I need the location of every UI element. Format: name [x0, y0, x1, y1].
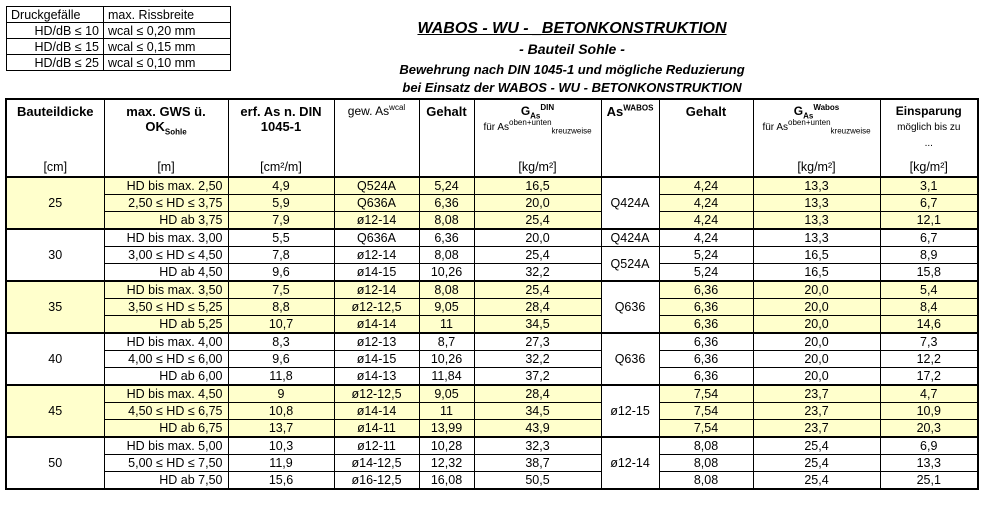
cell-gws-range: HD bis max. 3,00: [104, 229, 228, 247]
cell-gehalt: 10,26: [419, 264, 474, 282]
unit-cm: [cm]: [6, 158, 104, 177]
page-title: WABOS - WU - _BETONKONSTRUKTION: [417, 20, 727, 37]
cell-as-din: 9: [228, 385, 334, 403]
cell-gas-din: 20,0: [474, 229, 601, 247]
unit-kgm2: [kg/m²]: [880, 158, 978, 177]
cell-gas-wabos: 20,0: [753, 316, 880, 334]
cell-gehalt: 9,05: [419, 385, 474, 403]
cell-gas-wabos: 23,7: [753, 403, 880, 420]
table-row: [6, 368, 978, 386]
cell-gehalt: 5,24: [419, 177, 474, 195]
table-row: [6, 437, 978, 455]
cell-as-din: 10,8: [228, 403, 334, 420]
cell-gehalt: 11,84: [419, 368, 474, 386]
table-row: [6, 212, 978, 230]
description-line-1: Bewehrung nach DIN 1045-1 und mögliche Reduzierung: [399, 62, 745, 77]
cell-gas-din: 43,9: [474, 420, 601, 438]
cell-as-din: 9,6: [228, 264, 334, 282]
cell-gehalt: 8,08: [419, 247, 474, 264]
cell-gas-din: 32,2: [474, 351, 601, 368]
cell-einsparung: 5,4: [880, 281, 978, 299]
cell-gehalt: 10,26: [419, 351, 474, 368]
cell-gas-wabos: 13,3: [753, 212, 880, 230]
cell-gws-range: HD ab 6,75: [104, 420, 228, 438]
cell-gew-as: Q636A: [334, 195, 419, 212]
cell-einsparung: 13,3: [880, 455, 978, 472]
description-line-2: bei Einsatz der WABOS - WU - BETONKONSTRUKTION: [402, 80, 742, 95]
cell-gew-as: ø14-14: [334, 316, 419, 334]
cell-gehalt-wabos: 5,24: [659, 247, 753, 264]
unit-empty: [659, 158, 753, 177]
header-ein-l1: Einsparung: [895, 104, 962, 118]
cell-gws-range: 4,50 ≤ HD ≤ 6,75: [104, 403, 228, 420]
cell-thickness: 30: [6, 229, 104, 281]
legend-row: [7, 23, 231, 39]
cell-as-wabos: Q424A: [601, 177, 659, 229]
cell-as-din: 10,3: [228, 437, 334, 455]
cell-einsparung: 25,1: [880, 472, 978, 490]
cell-gas-din: 28,4: [474, 299, 601, 316]
cell-gehalt: 10,28: [419, 437, 474, 455]
cell-einsparung: 4,7: [880, 385, 978, 403]
cell-as-din: 4,9: [228, 177, 334, 195]
unit-row: [6, 158, 978, 177]
cell-gws-range: 2,50 ≤ HD ≤ 3,75: [104, 195, 228, 212]
cell-as-din: 9,6: [228, 351, 334, 368]
reinforcement-table: [5, 98, 979, 490]
cell-as-din: 5,9: [228, 195, 334, 212]
cell-gas-din: 27,3: [474, 333, 601, 351]
cell-gws-range: 4,00 ≤ HD ≤ 6,00: [104, 351, 228, 368]
header-as-l2: 1045-1: [260, 119, 302, 134]
cell-thickness: 25: [6, 177, 104, 229]
cell-gas-din: 34,5: [474, 316, 601, 334]
cell-einsparung: 10,9: [880, 403, 978, 420]
unit-kgm2: [kg/m²]: [474, 158, 601, 177]
cell-gws-range: HD ab 6,00: [104, 368, 228, 386]
cell-gehalt-wabos: 6,36: [659, 368, 753, 386]
cell-gew-as: ø16-12,5: [334, 472, 419, 490]
cell-gehalt-wabos: 7,54: [659, 420, 753, 438]
cell-gas-din: 25,4: [474, 281, 601, 299]
cell-as-din: 15,6: [228, 472, 334, 490]
header-gws-l2: OK: [145, 119, 165, 134]
cell-einsparung: 8,9: [880, 247, 978, 264]
cell-gas-wabos: 20,0: [753, 368, 880, 386]
unit-empty: [601, 158, 659, 177]
cell-gas-wabos: 13,3: [753, 177, 880, 195]
cell-gew-as: ø14-12,5: [334, 455, 419, 472]
cell-gew-as: Q524A: [334, 177, 419, 195]
cell-gas-wabos: 23,7: [753, 420, 880, 438]
cell-gws-range: HD ab 5,25: [104, 316, 228, 334]
cell-gehalt-wabos: 7,54: [659, 385, 753, 403]
cell-gas-din: 50,5: [474, 472, 601, 490]
cell-as-wabos: Q424A: [601, 229, 659, 247]
cell-gew-as: Q636A: [334, 229, 419, 247]
legend-cell: HD/dB ≤ 10: [7, 23, 104, 39]
header-gws: [104, 99, 228, 158]
cell-gws-range: HD ab 3,75: [104, 212, 228, 230]
cell-as-din: 7,9: [228, 212, 334, 230]
legend-cell: wcal ≤ 0,15 mm: [104, 39, 231, 55]
cell-gehalt-wabos: 8,08: [659, 455, 753, 472]
table-row: [6, 385, 978, 403]
legend-header-row: [7, 7, 231, 23]
cell-gas-din: 25,4: [474, 212, 601, 230]
cell-gws-range: 3,00 ≤ HD ≤ 4,50: [104, 247, 228, 264]
cell-gew-as: ø12-14: [334, 247, 419, 264]
header-bauteildicke: Bauteildicke: [6, 99, 104, 158]
cell-gas-wabos: 25,4: [753, 437, 880, 455]
table-row: [6, 420, 978, 438]
cell-gew-as: ø14-11: [334, 420, 419, 438]
header-einsparung: [880, 99, 978, 158]
table-row: [6, 177, 978, 195]
header-gw-sub: As: [803, 111, 814, 121]
cell-gehalt-wabos: 6,36: [659, 351, 753, 368]
header-gas-fur-sub: kreuzweise: [551, 126, 592, 136]
cell-einsparung: 8,4: [880, 299, 978, 316]
cell-thickness: 40: [6, 333, 104, 385]
unit-empty: [419, 158, 474, 177]
cell-gehalt: 8,08: [419, 212, 474, 230]
cell-as-din: 13,7: [228, 420, 334, 438]
header-gehalt-2: Gehalt: [659, 99, 753, 158]
cell-gehalt-wabos: 4,24: [659, 212, 753, 230]
cell-einsparung: 15,8: [880, 264, 978, 282]
table-row: [6, 472, 978, 490]
table-row: [6, 333, 978, 351]
header-row: [6, 99, 978, 158]
header-as-wabos: [601, 99, 659, 158]
header-gew-sup: wcal: [389, 103, 406, 112]
cell-as-wabos: ø12-15: [601, 385, 659, 437]
cell-thickness: 45: [6, 385, 104, 437]
cell-gas-din: 25,4: [474, 247, 601, 264]
cell-gew-as: ø12-12,5: [334, 299, 419, 316]
page-subtitle: - Bauteil Sohle -: [519, 41, 625, 57]
cell-gws-range: HD bis max. 5,00: [104, 437, 228, 455]
header-gas-sup: DIN: [540, 103, 555, 112]
cell-gas-din: 28,4: [474, 385, 601, 403]
cell-gas-wabos: 25,4: [753, 472, 880, 490]
cell-gehalt: 12,32: [419, 455, 474, 472]
unit-kgm2: [kg/m²]: [753, 158, 880, 177]
cell-gehalt-wabos: 6,36: [659, 281, 753, 299]
table-row: [6, 351, 978, 368]
table-row: [6, 195, 978, 212]
cell-gew-as: ø14-15: [334, 351, 419, 368]
cell-einsparung: 6,7: [880, 229, 978, 247]
table-body: [6, 177, 978, 489]
header-gas-fur: für As: [483, 122, 510, 133]
cell-gew-as: ø12-14: [334, 281, 419, 299]
cell-einsparung: 6,9: [880, 437, 978, 455]
legend-row: [7, 55, 231, 71]
header-gas-wabos: [753, 99, 880, 158]
cell-gas-din: 20,0: [474, 195, 601, 212]
cell-gew-as: ø14-14: [334, 403, 419, 420]
header-gas-sub: As: [530, 111, 541, 121]
header-gew-as: [334, 99, 419, 158]
header-aswabos: As: [606, 104, 624, 119]
cell-gew-as: ø14-13: [334, 368, 419, 386]
unit-m: [m]: [104, 158, 228, 177]
cell-einsparung: 12,2: [880, 351, 978, 368]
legend-cell: HD/dB ≤ 15: [7, 39, 104, 55]
header-gw-fur-sup: oben+unten: [788, 118, 831, 127]
cell-as-wabos: Q524A: [601, 247, 659, 282]
cell-gehalt: 8,08: [419, 281, 474, 299]
cell-einsparung: 3,1: [880, 177, 978, 195]
cell-gehalt-wabos: 8,08: [659, 437, 753, 455]
header-gw-sup: Wabos: [813, 103, 840, 112]
cell-as-wabos: Q636: [601, 281, 659, 333]
cell-gew-as: ø12-12,5: [334, 385, 419, 403]
header-gw-fur: für As: [762, 122, 789, 133]
cell-gas-din: 32,3: [474, 437, 601, 455]
cell-as-wabos: Q636: [601, 333, 659, 385]
legend-cell: HD/dB ≤ 25: [7, 55, 104, 71]
cell-gew-as: ø12-14: [334, 212, 419, 230]
header-gas-fur-sup: oben+unten: [509, 118, 552, 127]
unit-cm2m: [cm²/m]: [228, 158, 334, 177]
cell-gas-wabos: 20,0: [753, 281, 880, 299]
cell-as-din: 8,3: [228, 333, 334, 351]
cell-gehalt-wabos: 4,24: [659, 177, 753, 195]
cell-gehalt: 8,7: [419, 333, 474, 351]
cell-gehalt: 6,36: [419, 229, 474, 247]
cell-gew-as: ø12-11: [334, 437, 419, 455]
cell-gas-wabos: 23,7: [753, 385, 880, 403]
unit-empty: [334, 158, 419, 177]
cell-gws-range: HD ab 7,50: [104, 472, 228, 490]
cell-gws-range: HD ab 4,50: [104, 264, 228, 282]
cell-gas-din: 32,2: [474, 264, 601, 282]
header-gw-main: G: [793, 104, 804, 118]
cell-as-din: 7,5: [228, 281, 334, 299]
cell-gas-din: 38,7: [474, 455, 601, 472]
table-row: [6, 229, 978, 247]
header-aswabos-sup: WABOS: [623, 103, 654, 113]
legend-cell: wcal ≤ 0,20 mm: [104, 23, 231, 39]
table-row: [6, 403, 978, 420]
cell-gew-as: ø14-15: [334, 264, 419, 282]
cell-gas-din: 37,2: [474, 368, 601, 386]
table-row: [6, 455, 978, 472]
cell-einsparung: 7,3: [880, 333, 978, 351]
cell-gehalt: 11: [419, 403, 474, 420]
cell-gas-wabos: 20,0: [753, 333, 880, 351]
cell-as-din: 7,8: [228, 247, 334, 264]
cell-gas-din: 34,5: [474, 403, 601, 420]
legend-header-druckgefaelle: Druckgefälle: [7, 7, 104, 23]
cell-gew-as: ø12-13: [334, 333, 419, 351]
table-row: [6, 247, 978, 264]
cell-gehalt-wabos: 6,36: [659, 333, 753, 351]
cell-einsparung: 6,7: [880, 195, 978, 212]
cell-gws-range: HD bis max. 4,50: [104, 385, 228, 403]
header-as-din: [228, 99, 334, 158]
cell-gehalt-wabos: 4,24: [659, 195, 753, 212]
legend-cell: wcal ≤ 0,10 mm: [104, 55, 231, 71]
cell-gas-wabos: 16,5: [753, 247, 880, 264]
cell-gws-range: 3,50 ≤ HD ≤ 5,25: [104, 299, 228, 316]
cell-gws-range: HD bis max. 3,50: [104, 281, 228, 299]
cell-einsparung: 12,1: [880, 212, 978, 230]
table-row: [6, 299, 978, 316]
cell-einsparung: 14,6: [880, 316, 978, 334]
cell-as-din: 10,7: [228, 316, 334, 334]
cell-gws-range: HD bis max. 2,50: [104, 177, 228, 195]
cell-gas-wabos: 16,5: [753, 264, 880, 282]
cell-thickness: 35: [6, 281, 104, 333]
cell-gws-range: 5,00 ≤ HD ≤ 7,50: [104, 455, 228, 472]
cell-as-din: 5,5: [228, 229, 334, 247]
cell-einsparung: 20,3: [880, 420, 978, 438]
cell-gehalt-wabos: 4,24: [659, 229, 753, 247]
cell-gehalt-wabos: 8,08: [659, 472, 753, 490]
cell-gas-wabos: 13,3: [753, 195, 880, 212]
cell-gehalt: 6,36: [419, 195, 474, 212]
legend-header-rissbreite: max. Rissbreite: [104, 7, 231, 23]
cell-einsparung: 17,2: [880, 368, 978, 386]
cell-gas-din: 16,5: [474, 177, 601, 195]
header-gw-fur-sub: kreuzweise: [830, 126, 871, 136]
header-gas-din: [474, 99, 601, 158]
header-gas-main: G: [520, 104, 531, 118]
cell-as-din: 11,8: [228, 368, 334, 386]
legend-table: [6, 6, 231, 71]
cell-gas-wabos: 25,4: [753, 455, 880, 472]
legend-row: [7, 39, 231, 55]
cell-gehalt-wabos: 6,36: [659, 299, 753, 316]
cell-gehalt-wabos: 6,36: [659, 316, 753, 334]
cell-gas-wabos: 20,0: [753, 299, 880, 316]
cell-gehalt-wabos: 5,24: [659, 264, 753, 282]
cell-gehalt: 16,08: [419, 472, 474, 490]
header-gws-l1: max. GWS ü.: [126, 104, 206, 119]
cell-gehalt: 13,99: [419, 420, 474, 438]
cell-as-din: 11,9: [228, 455, 334, 472]
cell-gas-wabos: 20,0: [753, 351, 880, 368]
table-row: [6, 264, 978, 282]
header-ein-l3: ...: [924, 138, 933, 149]
header-gehalt: Gehalt: [419, 99, 474, 158]
cell-gas-wabos: 13,3: [753, 229, 880, 247]
header-gew: gew. As: [347, 104, 390, 118]
cell-as-wabos: ø12-14: [601, 437, 659, 489]
table-row: [6, 281, 978, 299]
cell-gws-range: HD bis max. 4,00: [104, 333, 228, 351]
header-as-l1: erf. As n. DIN: [240, 104, 322, 119]
cell-gehalt-wabos: 7,54: [659, 403, 753, 420]
cell-gehalt: 11: [419, 316, 474, 334]
cell-as-din: 8,8: [228, 299, 334, 316]
header-gws-sub: Sohle: [164, 127, 187, 137]
cell-thickness: 50: [6, 437, 104, 489]
header-ein-l2: möglich bis zu: [897, 122, 961, 133]
table-row: [6, 316, 978, 334]
cell-gehalt: 9,05: [419, 299, 474, 316]
